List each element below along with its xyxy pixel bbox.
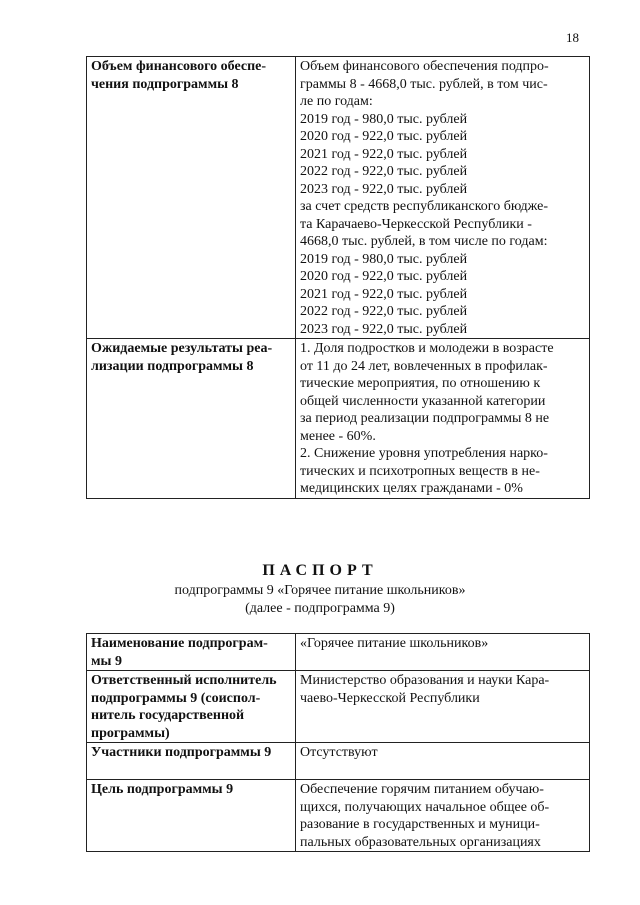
value-line: чаево-Черкесской Республики: [300, 690, 480, 706]
funding-label: [87, 57, 296, 339]
value-line: Объем финансового обеспечения подпро-: [300, 59, 549, 74]
value-line: 2022 год - 922,0 тыс. рублей: [300, 304, 468, 319]
goal-label: [87, 780, 296, 852]
value-line: 2019 год - 980,0 тыс. рублей: [300, 251, 468, 267]
executor-value: [296, 671, 590, 743]
label-line: Ответственный исполнитель: [91, 673, 277, 688]
executor-row: [87, 671, 590, 743]
label-line: Участники подпрограммы 9: [91, 745, 272, 760]
value-line: разование в государственных и муници-: [300, 817, 540, 832]
value-line: медицинских целях гражданами - 0%: [300, 481, 523, 496]
value-line: 2021 год - 922,0 тыс. рублей: [300, 146, 468, 162]
value-line: 2023 год - 922,0 тыс. рублей: [300, 321, 468, 337]
subprogram-8-table: [86, 56, 590, 499]
name-row: [87, 634, 590, 671]
subprogram-9-passport-table: [86, 633, 590, 852]
label-line: программы): [91, 725, 170, 741]
participants-label: [87, 743, 296, 780]
value-line: 2. Снижение уровня употребления нарко-: [300, 446, 548, 461]
value-line: тические мероприятия, по отношению к: [300, 376, 541, 391]
value-line: 2020 год - 922,0 тыс. рублей: [300, 269, 468, 284]
page-number: 18: [566, 30, 579, 45]
value-line: та Карачаево-Черкесской Республики -: [300, 216, 532, 232]
value-line: Обеспечение горячим питанием обучаю-: [300, 782, 544, 797]
value-line: ле по годам:: [300, 94, 373, 109]
label-line: подпрограммы 9 (соиспол-: [91, 690, 261, 706]
value-line: 2019 год - 980,0 тыс. рублей: [300, 111, 468, 127]
passport-subtitle: подпрограммы 9 «Горячее питание школьников»: [174, 583, 466, 598]
results-label: [87, 339, 296, 499]
funding-value: [296, 57, 590, 339]
goal-value: [296, 780, 590, 852]
value-line: Отсутствуют: [300, 745, 378, 760]
value-line: тических и психотропных веществ в не-: [300, 463, 540, 479]
value-line: 2021 год - 922,0 тыс. рублей: [300, 286, 468, 302]
value-line: граммы 8 - 4668,0 тыс. рублей, в том чис-: [300, 76, 548, 92]
results-row: [87, 339, 590, 499]
passport-subtitle-note: (далее - подпрограмма 9): [245, 601, 395, 616]
value-line: 2022 год - 922,0 тыс. рублей: [300, 164, 468, 179]
value-line: менее - 60%.: [300, 428, 376, 444]
goal-row: [87, 780, 590, 852]
label-line: лизации подпрограммы 8: [91, 358, 254, 374]
value-line: пальных образовательных организациях: [300, 834, 541, 850]
label-line: нитель государственной: [91, 708, 245, 723]
label-line: Ожидаемые результаты реа-: [91, 341, 273, 356]
value-line: общей численности указанной категории: [300, 393, 546, 409]
value-line: 2023 год - 922,0 тыс. рублей: [300, 181, 468, 197]
value-line: «Горячее питание школьников»: [300, 636, 489, 651]
participants-row: [87, 743, 590, 780]
value-line: 4668,0 тыс. рублей, в том числе по годам:: [300, 234, 548, 249]
value-line: 1. Доля подростков и молодежи в возрасте: [300, 341, 554, 356]
label-line: Объем финансового обеспе-: [91, 59, 267, 74]
value-line: за счет средств республиканского бюдже-: [300, 199, 549, 214]
name-label: [87, 634, 296, 671]
results-value: [296, 339, 590, 499]
label-line: чения подпрограммы 8: [91, 76, 239, 92]
funding-row: [87, 57, 590, 339]
value-line: от 11 до 24 лет, вовлеченных в профилак-: [300, 358, 548, 374]
value-line: за период реализации подпрограммы 8 не: [300, 411, 550, 426]
label-line: Наименование подпрограм-: [91, 636, 268, 651]
participants-value: [296, 743, 590, 780]
value-line: Министерство образования и науки Кара-: [300, 673, 550, 688]
value-line: щихся, получающих начальное общее об-: [300, 799, 550, 815]
executor-label: [87, 671, 296, 743]
label-line: мы 9: [91, 653, 122, 669]
passport-title: ПАСПОРТ: [262, 562, 378, 579]
value-line: 2020 год - 922,0 тыс. рублей: [300, 129, 468, 144]
label-line: Цель подпрограммы 9: [91, 782, 234, 797]
name-value: [296, 634, 590, 671]
